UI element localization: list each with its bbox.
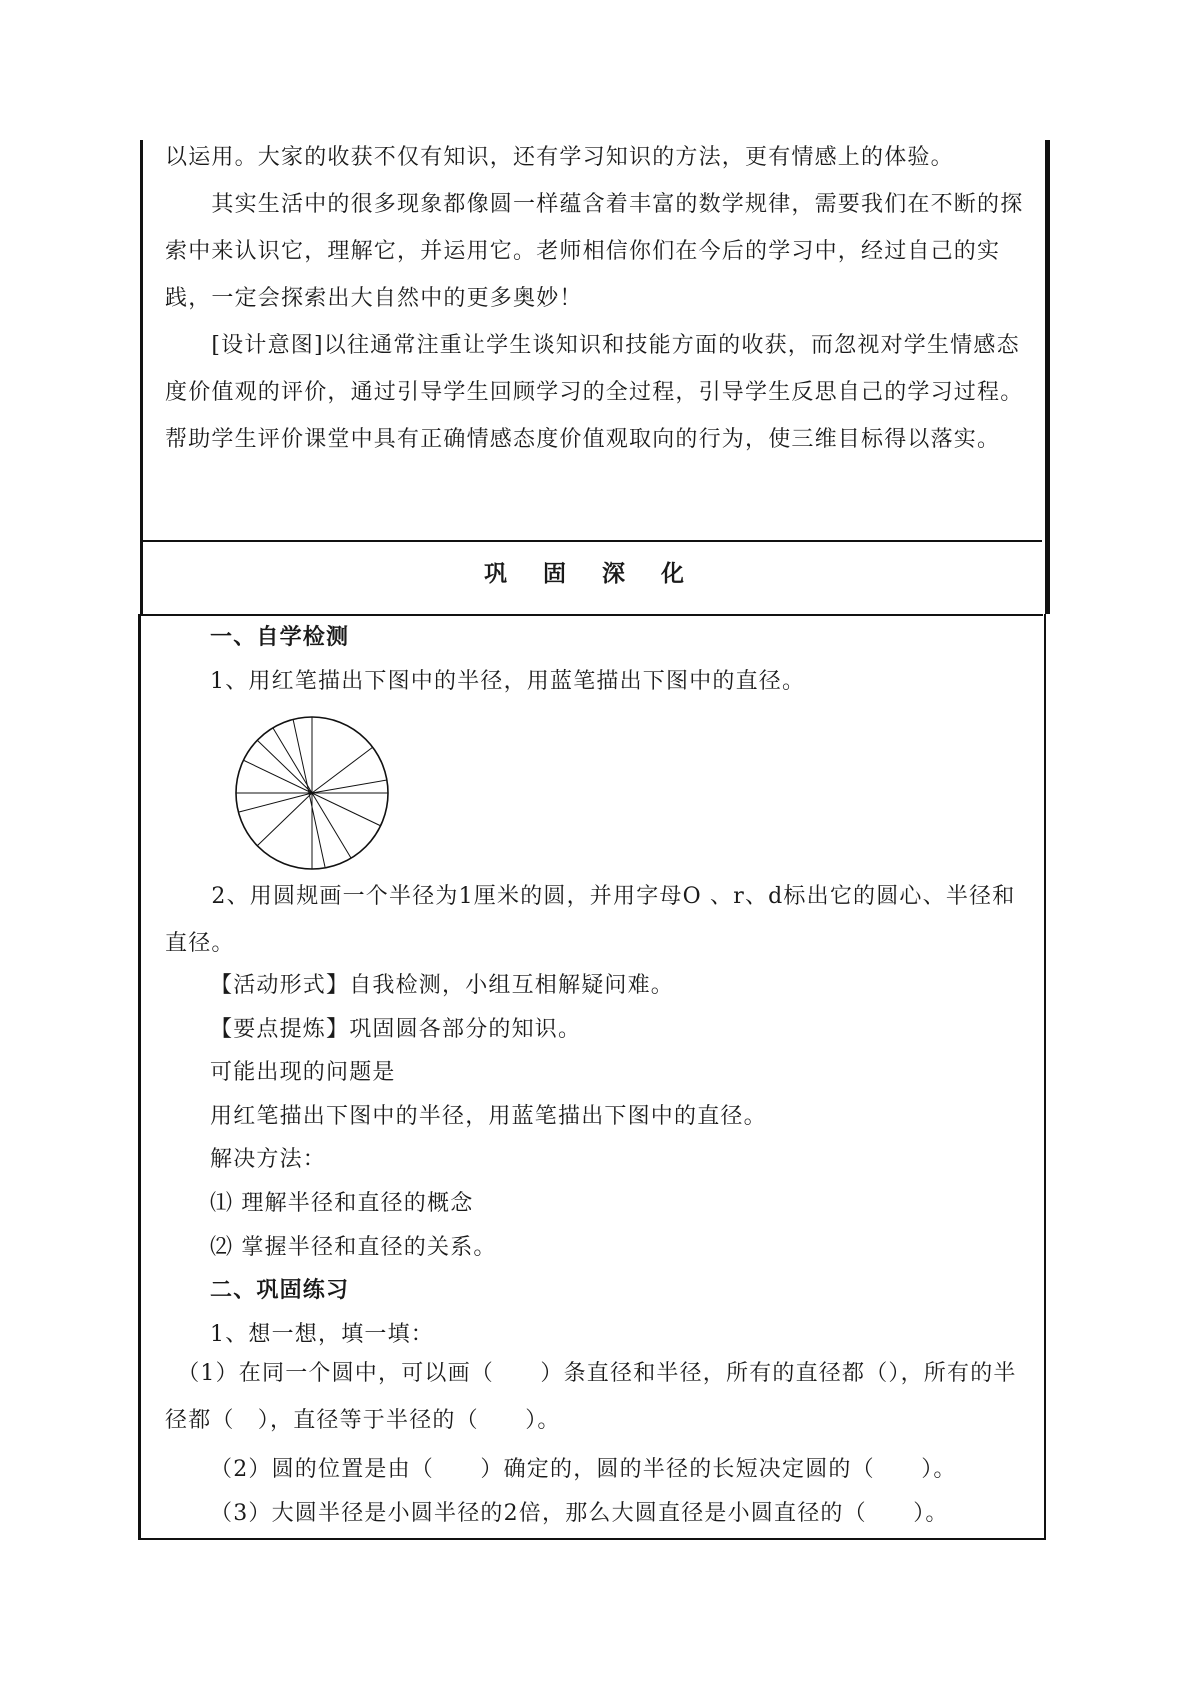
paragraph-design-intent: [设计意图]以往通常注重让学生谈知识和技能方面的收获，而忽视对学生情感态度价值观的评价，通过引导学生回顾学习的全过程，引导学生反思自己的学习过程。帮助学生评价课堂中具有正确情感态度价值观取向的行为，使三维目标得以落实。 xyxy=(165,333,1024,452)
activity-form: 【活动形式】自我检测，小组互相解疑问难。 xyxy=(210,973,675,998)
solution-2: ⑵ 掌握半径和直径的关系。 xyxy=(210,1235,497,1260)
practice-item-2: （2）圆的位置是由（ ）确定的，圆的半径的长短决定圆的（ ）。 xyxy=(210,1457,957,1482)
possible-issue-label: 可能出现的问题是 xyxy=(210,1060,396,1085)
paragraph-summary: 以运用。大家的收获不仅有知识，还有学习知识的方法，更有情感上的体验。 xyxy=(165,145,954,170)
heading-self-test: 一、自学检测 xyxy=(210,625,350,650)
circle-diagram xyxy=(233,714,393,874)
question-2: 2、用圆规画一个半径为1厘米的圆，并用字母O 、r、d标出它的圆心、半径和直径。 xyxy=(165,884,1016,956)
practice-question-1: 1、想一想，填一填： xyxy=(210,1322,434,1347)
question-1: 1、用红笔描出下图中的半径，用蓝笔描出下图中的直径。 xyxy=(210,669,806,694)
practice-item-3: （3）大圆半径是小圆半径的2倍，那么大圆直径是小圆直径的（ ）。 xyxy=(210,1501,949,1526)
key-points: 【要点提炼】巩固圆各部分的知识。 xyxy=(210,1017,582,1042)
table-row-divider xyxy=(143,540,1042,542)
heading-practice: 二、巩固练习 xyxy=(210,1278,350,1303)
practice-item-1: （1）在同一个圆中，可以画（ ）条直径和半径，所有的直径都（），所有的半径都（ ），直径等于半径的（ ）。 xyxy=(165,1361,1017,1433)
solution-1: ⑴ 理解半径和直径的概念 xyxy=(210,1191,474,1216)
section-title: 巩 固 深 化 xyxy=(483,561,699,587)
paragraph-life-math: 其实生活中的很多现象都像圆一样蕴含着丰富的数学规律，需要我们在不断的探索中来认识它，理解它，并运用它。老师相信你们在今后的学习中，经过自己的实践，一定会探索出大自然中的更多奥妙！ xyxy=(165,192,1024,311)
table-row-divider xyxy=(141,614,1043,616)
possible-issue: 用红笔描出下图中的半径，用蓝笔描出下图中的直径。 xyxy=(210,1104,767,1129)
solution-label: 解决方法： xyxy=(210,1147,327,1172)
